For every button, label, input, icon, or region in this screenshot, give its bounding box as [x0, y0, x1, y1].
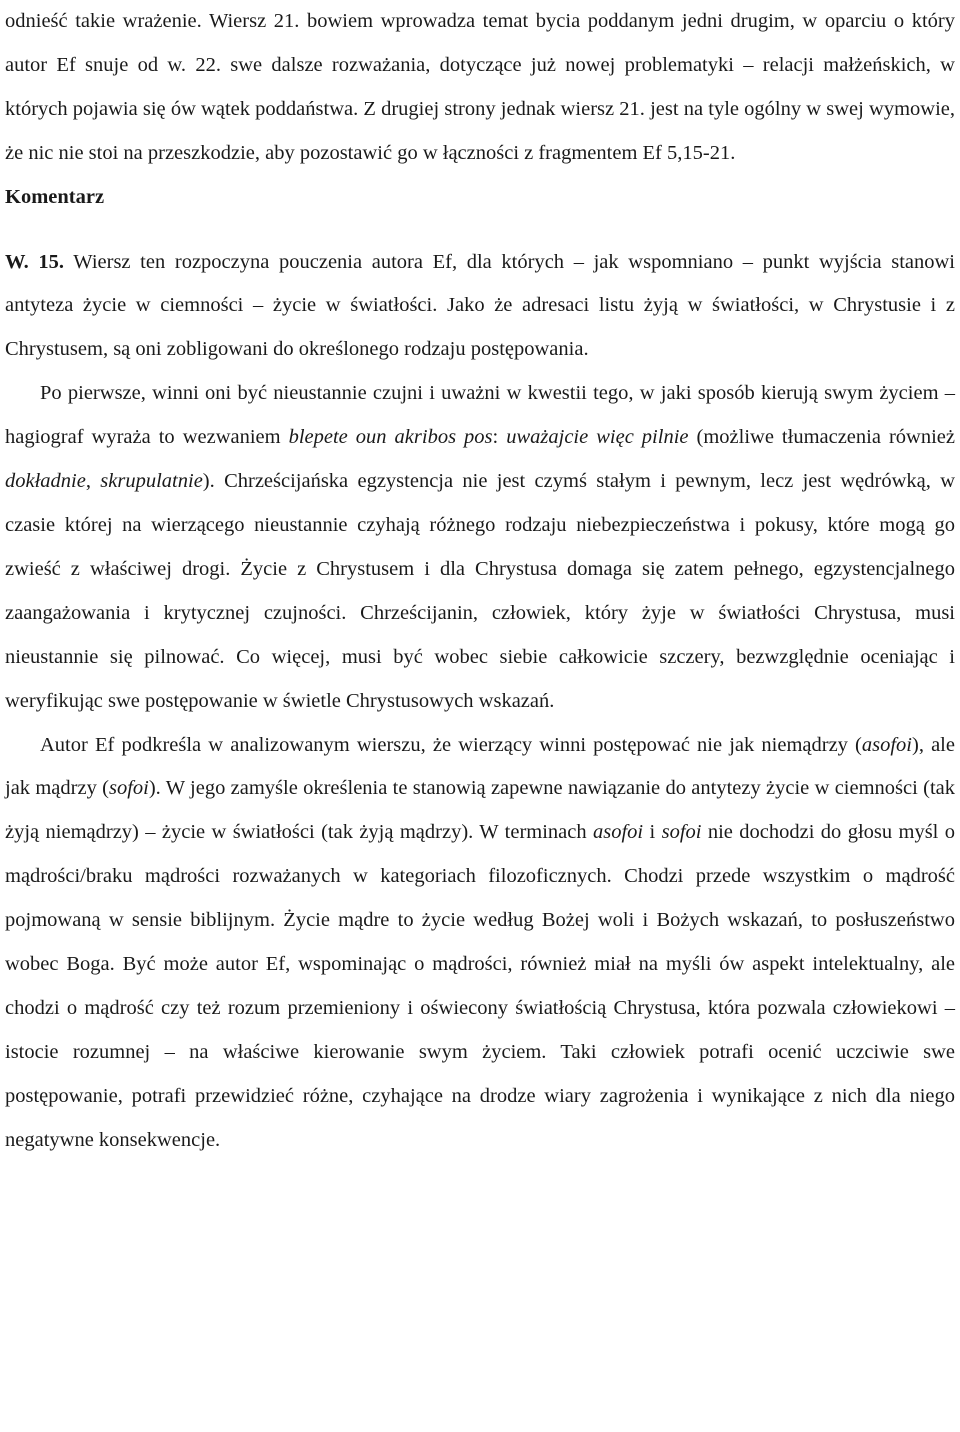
greek-term: sofoi [661, 821, 702, 844]
section-heading: Komentarz [5, 185, 105, 208]
document-page [5, 0, 955, 1163]
text-run: ). Chrześcijańska egzystencja nie jest czymś stałym i pewnym, lecz jest wędrówką, w czasie której na wierzącego nieustannie czyhają różnego rodzaju niebezpieczeństwa i pokusy, które mogą go zwieść z właściwej drogi. Życie z Chrystusem i dla Chrystusa domaga się zatem pełnego, egzystencjalnego zaangażowania i krytycznej czujności. Chrześcijanin, człowiek, który żyje w światłości Chrystusa, musi nieustannie się pilnować. Co więcej, musi być wobec siebie całkowicie szczery, bezwzględnie oceniając i weryfikując swe postępowanie w świetle Chrystusowych wskazań. [5, 470, 955, 712]
text-run: , [85, 470, 101, 493]
verse-reference: W. 15. [5, 250, 65, 273]
paragraph-text: Wiersz ten rozpoczyna pouczenia autora Ef, dla których – jak wspomniano – punkt wyjścia stanowi antyteza życie w ciemności – życie w światłości. Jako że adresaci listu żyją w światłości, w Chrystusie i z Chrystusem, są oni zobligowani do określonego rodzaju postępowania. [5, 250, 956, 361]
greek-term: sofoi [108, 777, 149, 800]
text-run: nie dochodzi do głosu myśl o mądrości/braku mądrości rozważanych w kategoriach filozoficznych. Chodzi przede wszystkim o mądrość pojmowaną w sensie biblijnym. Życie mądre to życie według Bożej woli i Bożych wskazań, to posłuszeństwo wobec Boga. Być może autor Ef, wspominając o mądrości, również miał na myśli ów aspekt intelektualny, ale chodzi o mądrość czy też rozum przemieniony i oświecony światłością Chrystusa, która pozwala człowiekowi – istocie rozumnej – na właściwe kierowanie swym życiem. Taki człowiek potrafi ocenić uczciwie swe postępowanie, potrafi przewidzieć różne, czyhające na drodze wiary zagrożenia i wynikające z nich dla niego negatywne konsekwencje. [5, 821, 955, 1151]
translation-term: dokładnie [5, 470, 86, 493]
greek-term: asofoi [593, 821, 644, 844]
greek-term: blepete oun akribos pos [288, 426, 493, 449]
greek-term: asofoi [861, 733, 912, 756]
translation-term: skrupulatnie [100, 470, 203, 493]
paragraph-intro: odnieść takie wrażenie. Wiersz 21. bowiem wprowadza temat bycia poddanym jedni drugim, w oparciu o który autor Ef snuje od w. 22. swe dalsze rozważania, dotyczące już nowej problematyki – relacji małżeńskich, w których pojawia się ów wątek poddaństwa. Z drugiej strony jednak wiersz 21. jest na tyle ogólny w swej wymowie, że nic nie stoi na przeszkodzie, aby pozostawić go w łączności z fragmentem Ef 5,15-21. [5, 10, 955, 164]
translation-term: uważajcie więc pilnie [506, 426, 689, 449]
text-run: Po pierwsze, winni oni być nieustannie czujni i uważni w kwestii tego, w jaki sposób kierują swym życiem – hagiograf wyraża to wezwaniem [5, 382, 955, 449]
text-run: i [643, 821, 662, 844]
text-run: : [492, 426, 507, 449]
text-run: ), ale jak mądrzy ( [5, 733, 955, 800]
paragraph-verse-15 [5, 241, 955, 373]
text-run: (możliwe tłumaczenia również [688, 426, 955, 449]
text-run: Autor Ef podkreśla w analizowanym wierszu, że wierzący winni postępować nie jak niemądrzy ( [40, 733, 862, 756]
spacer [5, 220, 955, 241]
text-run: ). W jego zamyśle określenia te stanowią zapewne nawiązanie do antytezy życie w ciemności (tak żyją niemądrzy) – życie w światłości (tak żyją mądrzy). W terminach [5, 777, 955, 844]
paragraph-wisdom [5, 724, 955, 1163]
paragraph-vigilance [5, 372, 955, 723]
